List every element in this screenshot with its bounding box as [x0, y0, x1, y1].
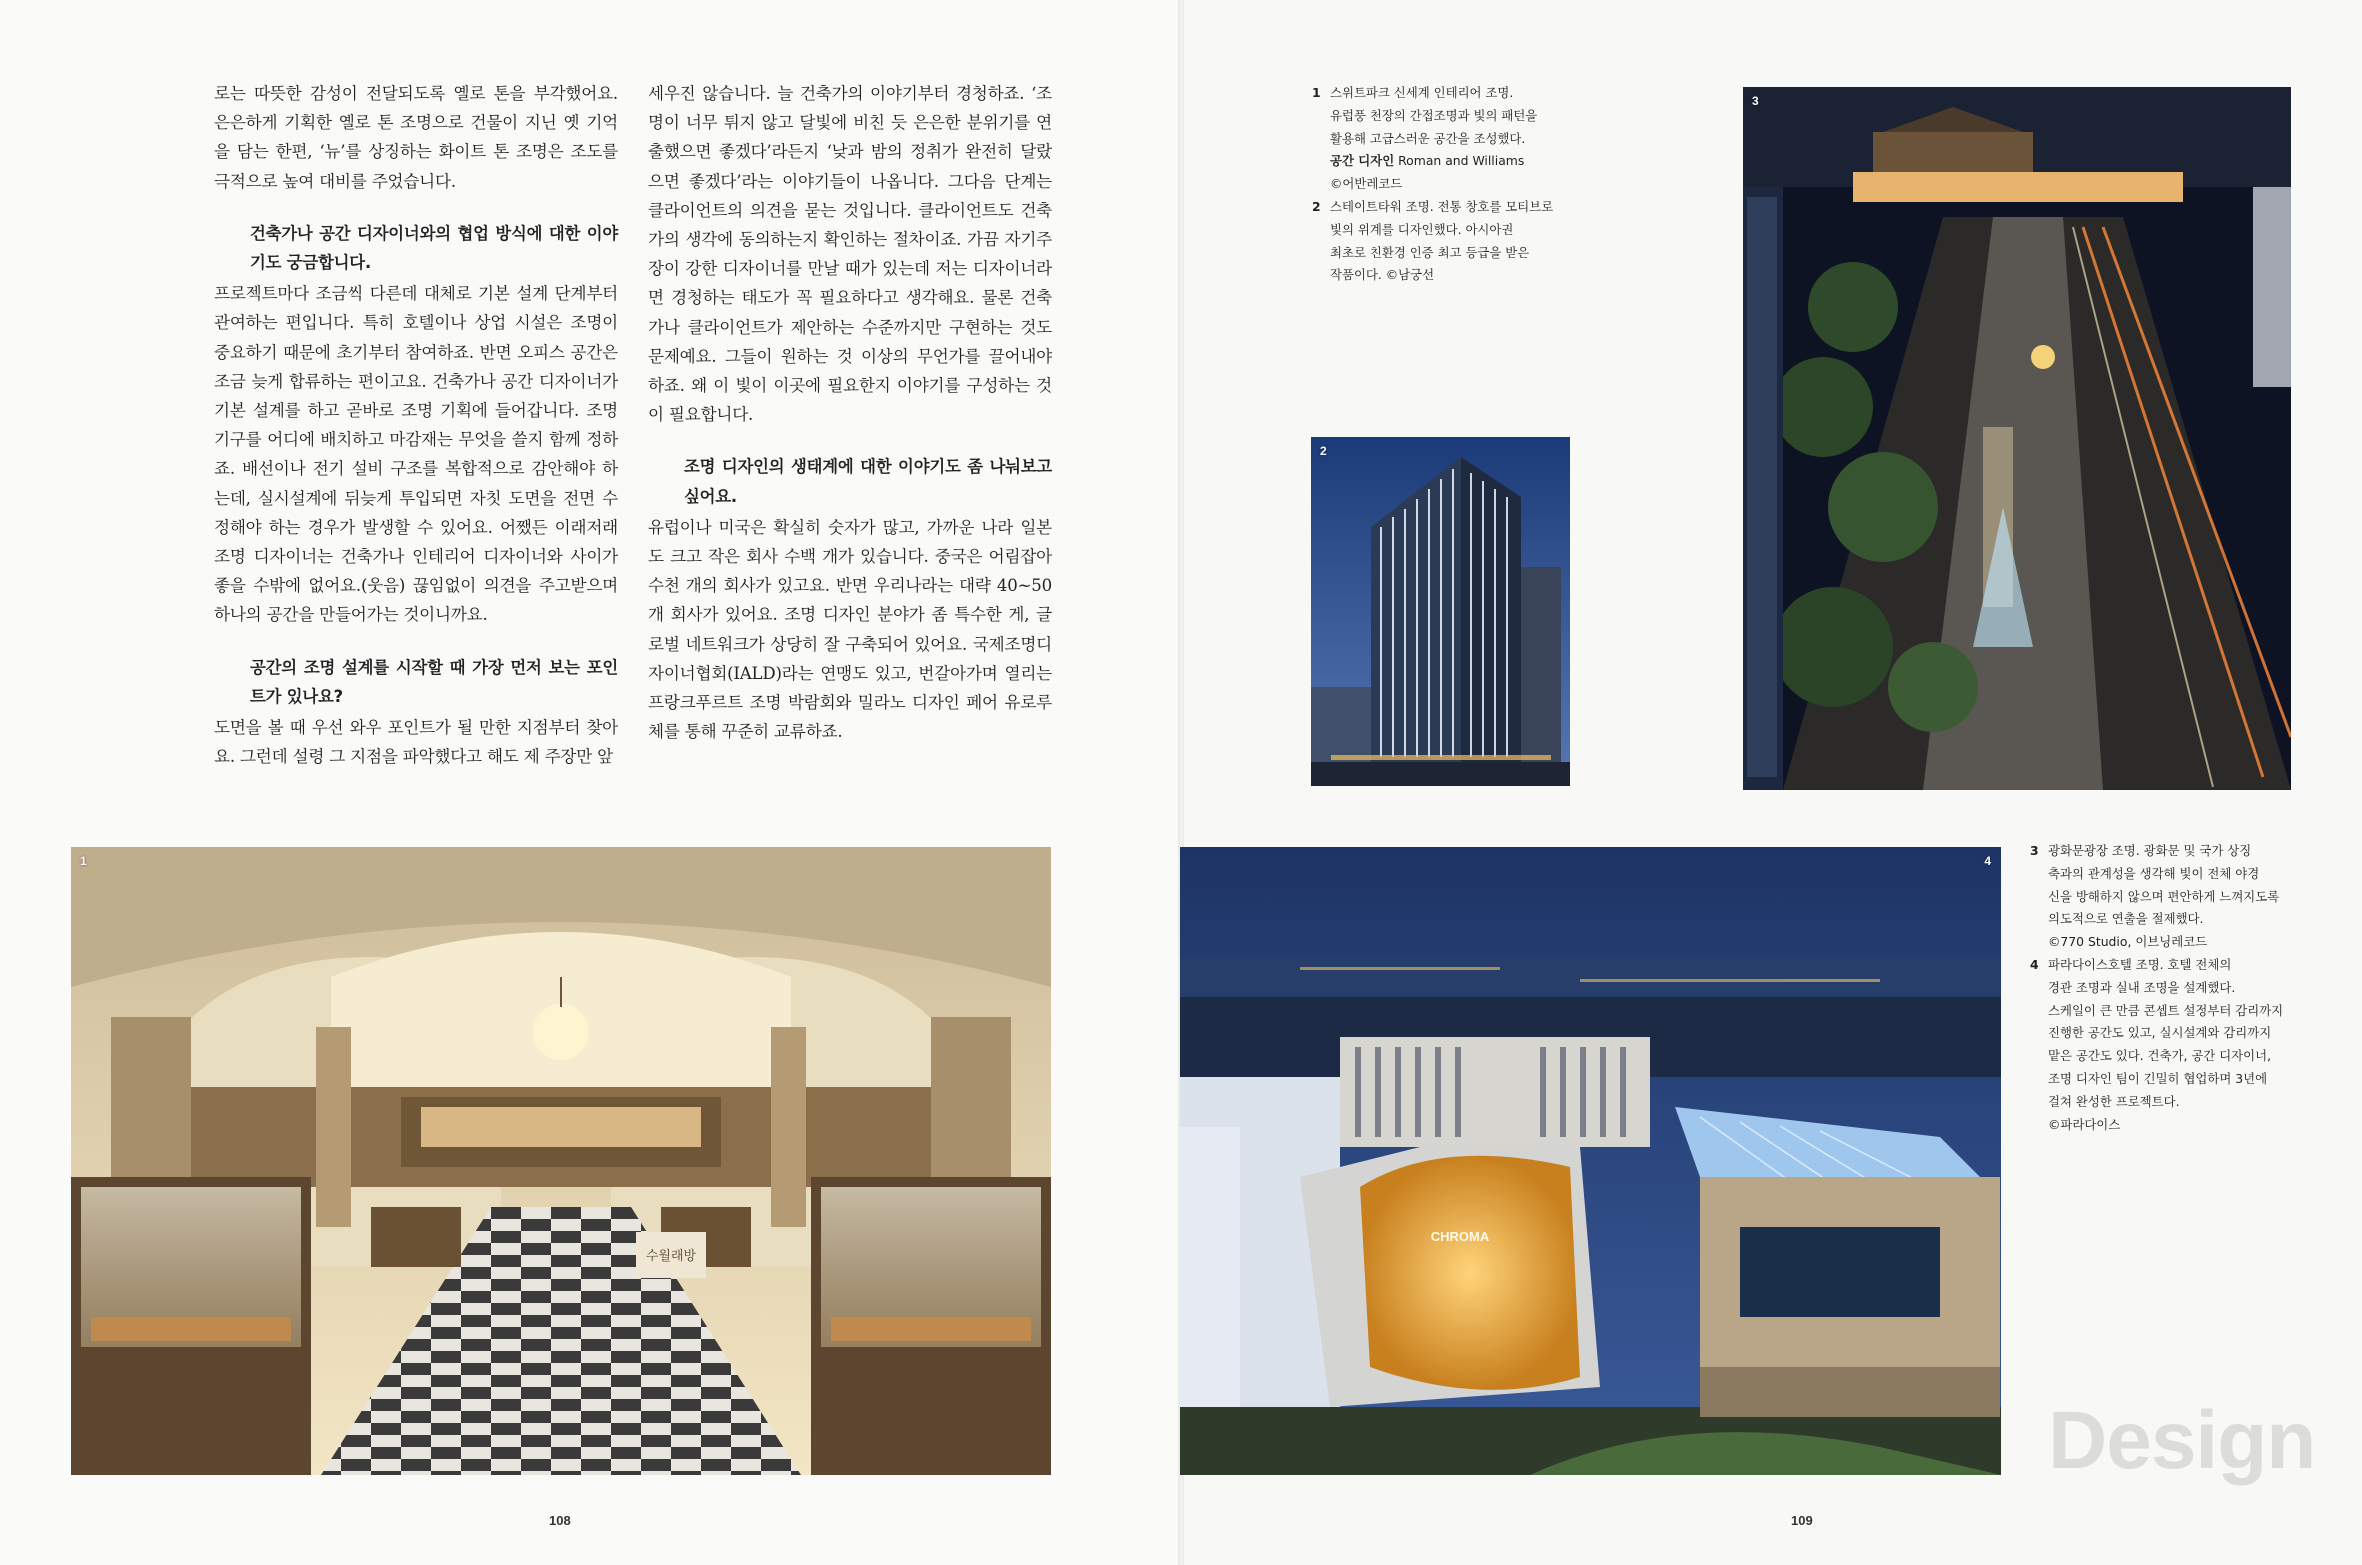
body-paragraph: 로는 따뜻한 감성이 전달되도록 옐로 톤을 부각했어요. 은은하게 기획한 옐로 톤 조명으로 건물이 지닌 옛 기억을 담는 한편, ‘뉴’를 상징하는 화이트 톤 조명은 조도를 극적으로 높여 대비를 주었습니다.	[214, 84, 618, 191]
photo-number-4: 4	[1984, 854, 1991, 868]
caption-line: 최초로 친환경 인증 최고 등급을 받은	[1330, 244, 1530, 260]
caption-number: 2	[1312, 198, 1321, 214]
photo-number-1: 1	[80, 854, 87, 868]
page-number-right: 109	[1791, 1513, 1813, 1528]
bakery-sign: 수월래방	[645, 1249, 697, 1264]
caption-line: 스케일이 큰 만큼 콘셉트 설정부터 감리까지	[2048, 1002, 2284, 1018]
caption-line: 진행한 공간도 있고, 실시설계와 감리까지	[2048, 1025, 2272, 1041]
caption-line: 맡은 공간도 있다. 건축가, 공간 디자이너,	[2048, 1048, 2272, 1064]
caption-item	[2030, 840, 2330, 954]
caption-line: ©파라다이스	[2048, 1116, 2121, 1132]
caption-credit-line	[1330, 150, 1602, 173]
article-column-2	[648, 79, 1052, 746]
section-tag-design: Design	[2048, 1395, 2316, 1486]
chroma-sign: CHROMA	[1430, 1229, 1490, 1244]
caption-line: 걸쳐 완성한 프로젝트다.	[2048, 1093, 2180, 1109]
caption-line: 스위트파크 신세계 인테리어 조명.	[1330, 85, 1514, 100]
interview-question: 건축가나 공간 디자이너와의 협업 방식에 대한 이야기도 궁금합니다.	[250, 223, 618, 273]
caption-item	[1312, 196, 1602, 287]
caption-line: 파라다이스호텔 조명. 호텔 전체의	[2048, 956, 2232, 972]
caption-item	[2030, 954, 2330, 1136]
photo-bakery-interior	[71, 847, 1051, 1475]
page-number-left: 108	[549, 1513, 571, 1528]
captions-top	[1312, 82, 1602, 287]
captions-bottom	[2030, 840, 2330, 1136]
caption-value: Roman and Williams	[1394, 153, 1525, 169]
interview-question: 공간의 조명 설계를 시작할 때 가장 먼저 보는 포인트가 있나요?	[250, 657, 618, 706]
body-paragraph: 유럽이나 미국은 확실히 숫자가 많고, 가까운 나라 일본도 크고 작은 회사 수백 개가 있습니다. 중국은 어림잡아 수천 개의 회사가 있고요. 반면 우리나라는 대략 40~50개 회사가 있어요. 조명 디자인 분야가 좀 특수한 게, 글로벌 네트워크가 상당히 잘 구축되어 있어요. 국제조명디자이너협회(IALD)라는 연맹도 있고, 번갈아가며 열리는 프랑크푸르트 조명 박람회와 밀라노 디자인 페어 유로루체를 통해 꾸준히 교류하죠.	[648, 517, 1052, 742]
caption-line: 의도적으로 연출을 절제했다.	[2048, 911, 2204, 927]
caption-line: 유럽풍 천장의 간접조명과 빛의 패턴을	[1330, 107, 1538, 123]
caption-line: 광화문광장 조명. 광화문 및 국가 상징	[2048, 843, 2252, 858]
caption-number: 4	[2030, 956, 2039, 972]
caption-item	[1312, 82, 1602, 196]
interview-question: 조명 디자인의 생태계에 대한 이야기도 좀 나눠보고 싶어요.	[684, 457, 1052, 506]
body-paragraph: 도면을 볼 때 우선 와우 포인트가 될 만한 지점부터 찾아요. 그런데 설령 그 지점을 파악했다고 해도 제 주장만 앞	[214, 718, 618, 767]
caption-line: 활용해 고급스러운 공간을 조성했다.	[1330, 130, 1526, 146]
photo-state-tower	[1311, 437, 1570, 786]
photo-number-2: 2	[1320, 444, 1327, 458]
caption-label: 공간 디자인	[1330, 153, 1395, 169]
photo-gwanghwamun-square	[1743, 87, 2291, 790]
article-column-1	[214, 79, 618, 771]
caption-line: 경관 조명과 실내 조명을 설계했다.	[2048, 979, 2236, 995]
body-paragraph: 프로젝트마다 조금씩 다른데 대체로 기본 설계 단계부터 관여하는 편입니다. 특히 호텔이나 상업 시설은 조명이 중요하기 때문에 초기부터 참여하죠. 반면 오피스 공간은 조금 늦게 합류하는 편이고요. 건축가나 공간 디자이너가 기본 설계를 하고 곧바로 조명 기획에 들어갑니다. 조명 기구를 어디에 배치하고 마감재는 무엇을 쓸지 함께 정하죠. 배선이나 전기 설비 구조를 복합적으로 감안해야 하는데, 실시설계에 뒤늦게 투입되면 자칫 도면을 전면 수정해야 하는 경우가 발생할 수 있어요. 어쨌든 이래저래 조명 디자이너는 건축가나 인테리어 디자이너와 사이가 좋을 수밖에 없어요.(웃음) 끊임없이 의견을 주고받으며 하나의 공간을 만들어가는 것이니까요.	[214, 284, 618, 625]
body-paragraph: 세우진 않습니다. 늘 건축가의 이야기부터 경청하죠. ‘조명이 너무 튀지 않고 달빛에 비친 듯 은은한 분위기를 연출했으면 좋겠다’라든지 ‘낮과 밤의 정취가 완전히 달랐으면 좋겠다’라는 이야기들이 나옵니다. 그다음 단계는 클라이언트의 의견을 묻는 것입니다. 클라이언트도 건축가의 생각에 동의하는지 확인하는 절차이죠. 가끔 자기주장이 강한 디자이너를 만날 때가 있는데 저는 디자이너라면 경청하는 태도가 꼭 필요하다고 생각해요. 물론 건축가나 클라이언트가 제안하는 수준까지만 구현하는 것도 문제예요. 그들이 원하는 것 이상의 무언가를 끌어내야 하죠. 왜 이 빛이 이곳에 필요한지 이야기를 구성하는 것이 필요합니다.	[648, 84, 1052, 425]
caption-line: 빛의 위계를 디자인했다. 아시아권	[1330, 221, 1514, 237]
caption-line: 신을 방해하지 않으며 편안하게 느껴지도록	[2048, 888, 2280, 904]
caption-line: 스테이트타워 조명. 전통 창호를 모티브로	[1330, 198, 1554, 214]
caption-credit: ©어반레코드	[1330, 176, 1403, 192]
caption-line: 축과의 관계성을 생각해 빛이 전체 야경	[2048, 865, 2260, 881]
photo-number-3: 3	[1752, 94, 1759, 108]
caption-line: 조명 디자인 팀이 긴밀히 협업하며 3년에	[2048, 1070, 2268, 1086]
caption-line: ©770 Studio, 이브닝레코드	[2048, 934, 2208, 950]
caption-number: 3	[2030, 843, 2039, 858]
photo-paradise-hotel	[1180, 847, 2001, 1475]
caption-number: 1	[1312, 85, 1321, 100]
caption-line: 작품이다. ©남궁선	[1330, 267, 1435, 283]
